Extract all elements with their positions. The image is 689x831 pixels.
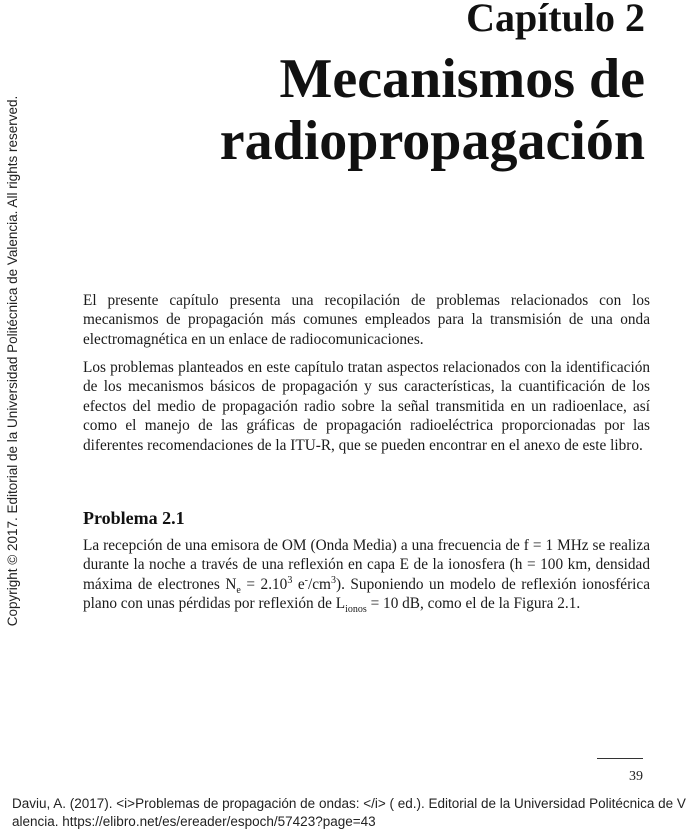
chapter-title-line-2: radiopropagación [219, 110, 645, 172]
copyright-notice: Copyright © 2017. Editorial de la Universidad Politécnica de Valencia. All rights reserved. [5, 95, 20, 627]
problem-text-part: = 2.10 [240, 575, 288, 593]
subscript-ionos: ionos [345, 604, 367, 616]
problem-text-part: ). Suponiendo un modelo de reflexión ionosférica plano con unas pérdidas por reflexión de L [83, 575, 651, 613]
citation-text: Daviu, A. (2017). <i>Problemas de propagación de ondas: </i> ( ed.). Editorial de la Universidad Politécnica de Valencia. https://elibro.net/es/ereader/espoch/57423?page=43 [12, 796, 686, 829]
superscript-3: 3 [330, 574, 336, 586]
chapter-title [220, 48, 645, 172]
problem-text-part: e [292, 575, 305, 593]
superscript-minus: - [304, 574, 309, 586]
intro-paragraph-1: El presente capítulo presenta una recopilación de problemas relacionados con los mecanismos de propagación más comunes empleados para la transmisión de una onda electromagnética en un enlace de radiocomunicaciones. [83, 292, 650, 348]
superscript-3: 3 [287, 574, 293, 586]
problem-heading: Problema 2.1 [83, 508, 185, 528]
footer-rule [597, 758, 643, 759]
problem-text-part: = 10 dB, como el de la Figura 2.1. [366, 595, 581, 613]
subscript-e: e [236, 584, 241, 596]
problem-statement [83, 536, 650, 614]
chapter-label: Capítulo 2 [466, 0, 645, 40]
problem-text-part: /cm [308, 575, 331, 593]
intro-paragraph-2: Los problemas planteados en este capítulo tratan aspectos relacionados con la identificación de los mecanismos básicos de propagación y sus características, la cuantificación de los efectos del medio de propagación radio sobre la señal transmitida en un radioenlace, así como el manejo de las gráficas de propagación radioeléctrica proporcionadas por las diferentes recomendaciones de la ITU-R, que se pueden encontrar en el anexo de este libro. [83, 359, 650, 454]
problem-text-part: La recepción de una emisora de OM (Onda Media) a una frecuencia de f = 1 MHz se realiza durante la noche a través de una reflexión en capa E de la ionosfera (h = 100 km, densidad máxima de electrones N [83, 537, 650, 593]
chapter-title-line-1: Mecanismos de [279, 48, 645, 110]
page-number: 39 [629, 769, 643, 784]
